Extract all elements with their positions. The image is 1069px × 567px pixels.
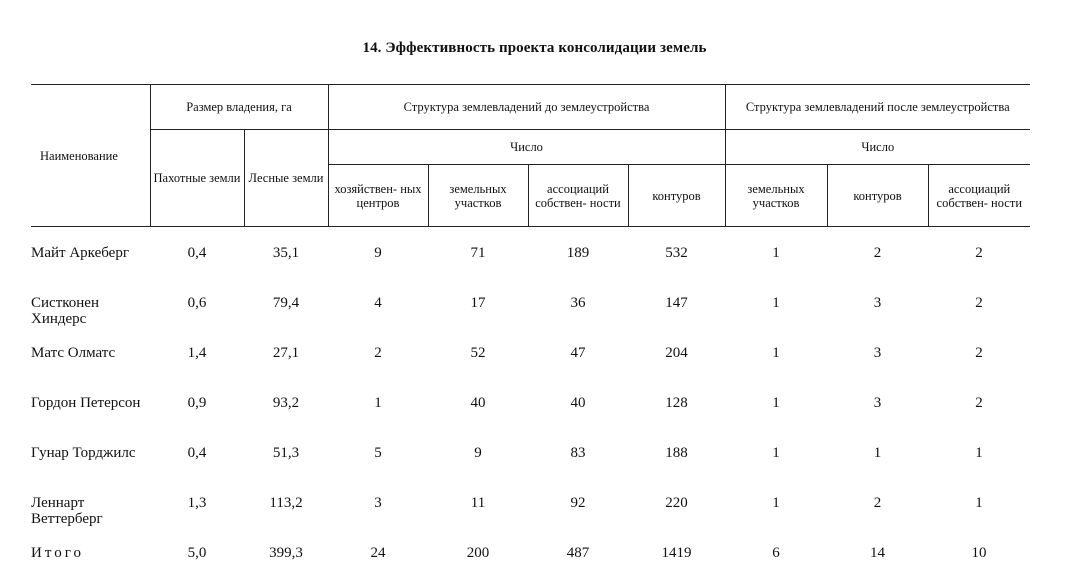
row-name: Систконен Хиндерс <box>31 295 99 327</box>
cell-forest: 93,2 <box>272 395 300 411</box>
cell-after-plots: 1 <box>772 395 780 411</box>
cell-before-associations: 47 <box>570 345 586 361</box>
table-row <box>31 445 1030 495</box>
cell-before-farm-centers: 2 <box>374 345 382 361</box>
cell-after-plots: 1 <box>772 345 780 361</box>
table-row <box>31 495 1030 545</box>
total-before-farm-centers: 24 <box>370 545 386 561</box>
table-row <box>31 227 1030 296</box>
cell-after-contours: 2 <box>873 495 882 511</box>
cell-before-associations: 40 <box>570 395 586 411</box>
header-size-group: Размер владения, га <box>150 85 328 130</box>
cell-arable: 0,4 <box>187 245 207 261</box>
cell-before-farm-centers: 1 <box>374 395 382 411</box>
total-row <box>31 545 1030 567</box>
cell-arable: 1,4 <box>187 345 207 361</box>
header-name: Наименование <box>31 85 150 227</box>
cell-arable: 0,4 <box>187 445 207 461</box>
cell-before-farm-centers: 5 <box>374 445 382 461</box>
cell-after-associations: 1 <box>975 495 983 511</box>
total-after-contours: 14 <box>870 545 886 561</box>
table-row <box>31 295 1030 345</box>
cell-before-farm-centers: 4 <box>374 295 382 311</box>
cell-after-associations: 1 <box>975 445 983 461</box>
cell-after-plots: 1 <box>772 295 780 311</box>
cell-before-contours: 220 <box>665 495 688 511</box>
cell-after-associations: 2 <box>975 345 983 361</box>
cell-after-associations: 2 <box>975 295 983 311</box>
cell-forest: 27,1 <box>272 345 300 361</box>
row-name: Гунар Торджилс <box>31 445 136 461</box>
cell-after-contours: 3 <box>873 395 882 411</box>
row-name: Леннарт Веттерберг <box>31 495 103 527</box>
cell-forest: 51,3 <box>272 445 300 461</box>
table-title: 14. Эффективность проекта консолидации земель <box>362 40 707 56</box>
cell-forest: 79,4 <box>272 295 300 311</box>
cell-after-plots: 1 <box>772 445 780 461</box>
table-row <box>31 345 1030 395</box>
table-row <box>31 395 1030 445</box>
cell-before-associations: 36 <box>570 295 586 311</box>
total-before-contours: 1419 <box>661 545 692 561</box>
total-before-plots: 200 <box>466 545 490 561</box>
cell-before-associations: 189 <box>566 245 590 261</box>
cell-before-plots: 9 <box>474 445 482 461</box>
cell-before-associations: 92 <box>570 495 586 511</box>
cell-before-plots: 52 <box>470 345 486 361</box>
cell-before-plots: 71 <box>470 245 486 261</box>
cell-arable: 1,3 <box>187 495 207 511</box>
header-after-contours: контуров <box>827 165 928 227</box>
header-before-contours: контуров <box>628 165 725 227</box>
cell-forest: 35,1 <box>272 245 300 261</box>
total-after-associations: 10 <box>971 545 987 561</box>
cell-before-contours: 128 <box>665 395 688 411</box>
header-before-count: Число <box>328 130 725 165</box>
header-before-plots: земельных участков <box>428 165 528 227</box>
header-after-plots: земельных участков <box>725 165 827 227</box>
header-before-associations: ассоциаций собствен- ности <box>528 165 628 227</box>
cell-before-farm-centers: 3 <box>374 495 382 511</box>
cell-after-contours: 3 <box>873 345 882 361</box>
cell-after-contours: 3 <box>873 295 882 311</box>
cell-before-contours: 532 <box>665 245 688 261</box>
header-before-farm-centers: хозяйствен- ных центров <box>328 165 428 227</box>
header-arable: Пахотные земли <box>150 130 244 227</box>
cell-arable: 0,9 <box>187 395 207 411</box>
cell-before-plots: 11 <box>470 495 486 511</box>
header-before-group: Структура землевладений до землеустройства <box>328 85 725 130</box>
header-after-associations: ассоциаций собствен- ности <box>928 165 1030 227</box>
cell-arable: 0,6 <box>187 295 207 311</box>
cell-before-plots: 40 <box>470 395 486 411</box>
header-after-count: Число <box>725 130 1030 165</box>
cell-after-associations: 2 <box>975 245 983 261</box>
cell-after-contours: 1 <box>873 445 882 461</box>
cell-before-plots: 17 <box>470 295 486 311</box>
cell-after-contours: 2 <box>873 245 882 261</box>
cell-after-plots: 1 <box>772 495 780 511</box>
total-label: Итого <box>31 545 84 561</box>
cell-after-associations: 2 <box>975 395 983 411</box>
cell-before-associations: 83 <box>570 445 586 461</box>
cell-before-contours: 188 <box>665 445 688 461</box>
row-name: Майт Аркеберг <box>31 245 129 261</box>
cell-after-plots: 1 <box>772 245 780 261</box>
cell-before-contours: 147 <box>665 295 688 311</box>
cell-forest: 113,2 <box>269 495 303 511</box>
total-after-plots: 6 <box>772 545 780 561</box>
total-before-associations: 487 <box>566 545 590 561</box>
row-name: Гордон Петерсон <box>31 395 141 411</box>
total-arable: 5,0 <box>187 545 207 561</box>
header-after-group: Структура землевладений после землеустройства <box>725 85 1030 130</box>
total-forest: 399,3 <box>269 545 303 561</box>
consolidation-table <box>31 84 1030 567</box>
cell-before-farm-centers: 9 <box>374 245 382 261</box>
cell-before-contours: 204 <box>665 345 688 361</box>
row-name: Матс Олматс <box>31 345 116 361</box>
header-forest: Лесные земли <box>244 130 328 227</box>
